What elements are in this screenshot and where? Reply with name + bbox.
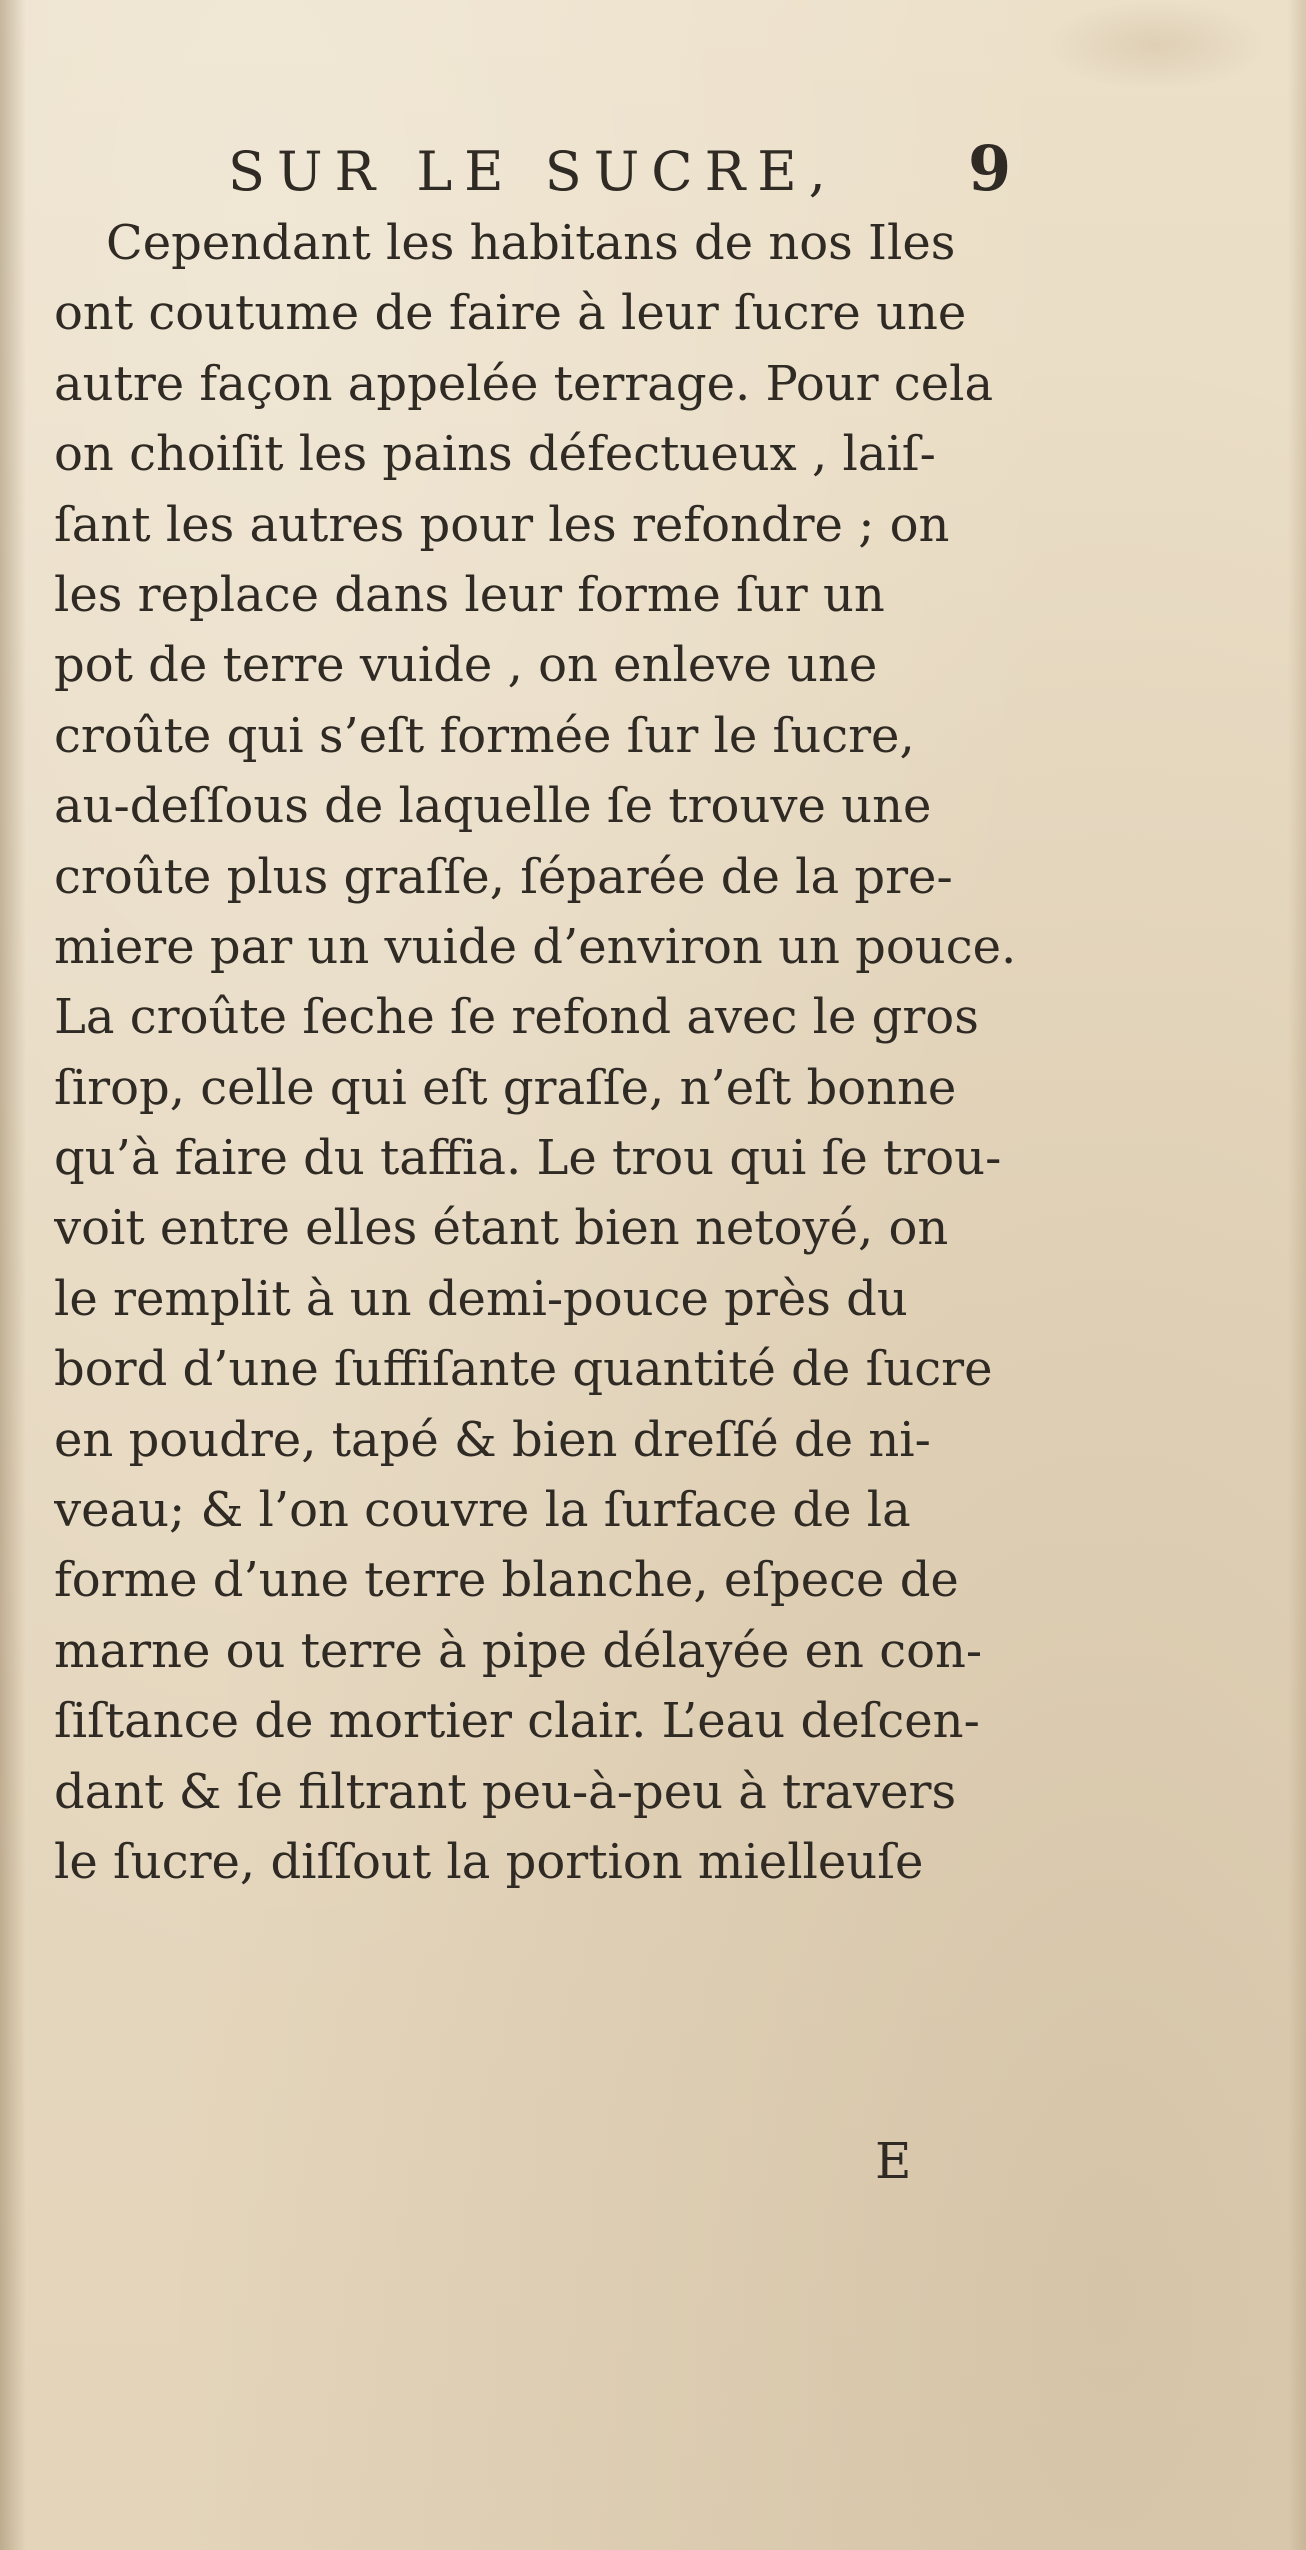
text-line: ſiſtance de mortier clair. L’eau deſcen- [54, 1693, 980, 1750]
text-line: miere par un vuide d’environ un pouce. [54, 918, 1017, 975]
text-line: marne ou terre à pipe délayée en con- [54, 1622, 983, 1679]
text-line: veau; & l’on couvre la ſurface de la [54, 1482, 911, 1539]
text-line: croûte qui s’eſt formée ſur le ſucre, [54, 707, 915, 764]
text-line: pot de terre vuide , on enleve une [54, 637, 878, 694]
text-line: le ſucre, diſſout la portion mielleuſe [54, 1833, 924, 1890]
text-line: au-deſſous de laquelle ſe trouve une [54, 778, 932, 835]
text-line: ſirop, celle qui eſt graſſe, n’eſt bonne [54, 1059, 957, 1116]
text-line: ſant les autres pour les refondre ; on [54, 496, 950, 553]
text-line: on choiſit les pains défectueux , laiſ- [54, 426, 936, 483]
text-line: les replace dans leur forme ſur un [54, 566, 885, 623]
page-gutter-shadow [0, 0, 26, 2550]
page-edge-shadow [1288, 0, 1306, 2550]
text-line: bord d’une ſuffiſante quantité de ſucre [54, 1341, 993, 1398]
page-header [228, 132, 1048, 205]
text-line: croûte plus graſſe, ſéparée de la pre- [54, 848, 953, 905]
text-line: dant & ſe filtrant peu-à-peu à travers [54, 1763, 957, 1820]
body-text [54, 208, 1064, 1897]
text-line: La croûte ſeche ſe refond avec le gros [54, 989, 979, 1046]
page-number: 9 [968, 132, 1012, 205]
text-line: forme d’une terre blanche, eſpece de [54, 1552, 959, 1609]
text-line: Cependant les habitans de nos Iles [106, 215, 956, 271]
text-line: ont coutume de faire à leur ſucre une [54, 285, 967, 342]
text-line: qu’à faire du taffia. Le trou qui ſe trou- [54, 1130, 1002, 1187]
text-line: voit entre elles étant bien netoyé, on [54, 1200, 949, 1257]
text-line: en poudre, tapé & bien dreſſé de ni- [54, 1411, 931, 1468]
running-head: SUR LE SUCRE, [228, 140, 838, 203]
text-line: autre façon appelée terrage. Pour cela [54, 355, 994, 412]
signature-mark: E [875, 2132, 912, 2190]
text-line: le remplit à un demi-pouce près du [54, 1270, 908, 1327]
paper-stain [1046, 0, 1266, 90]
